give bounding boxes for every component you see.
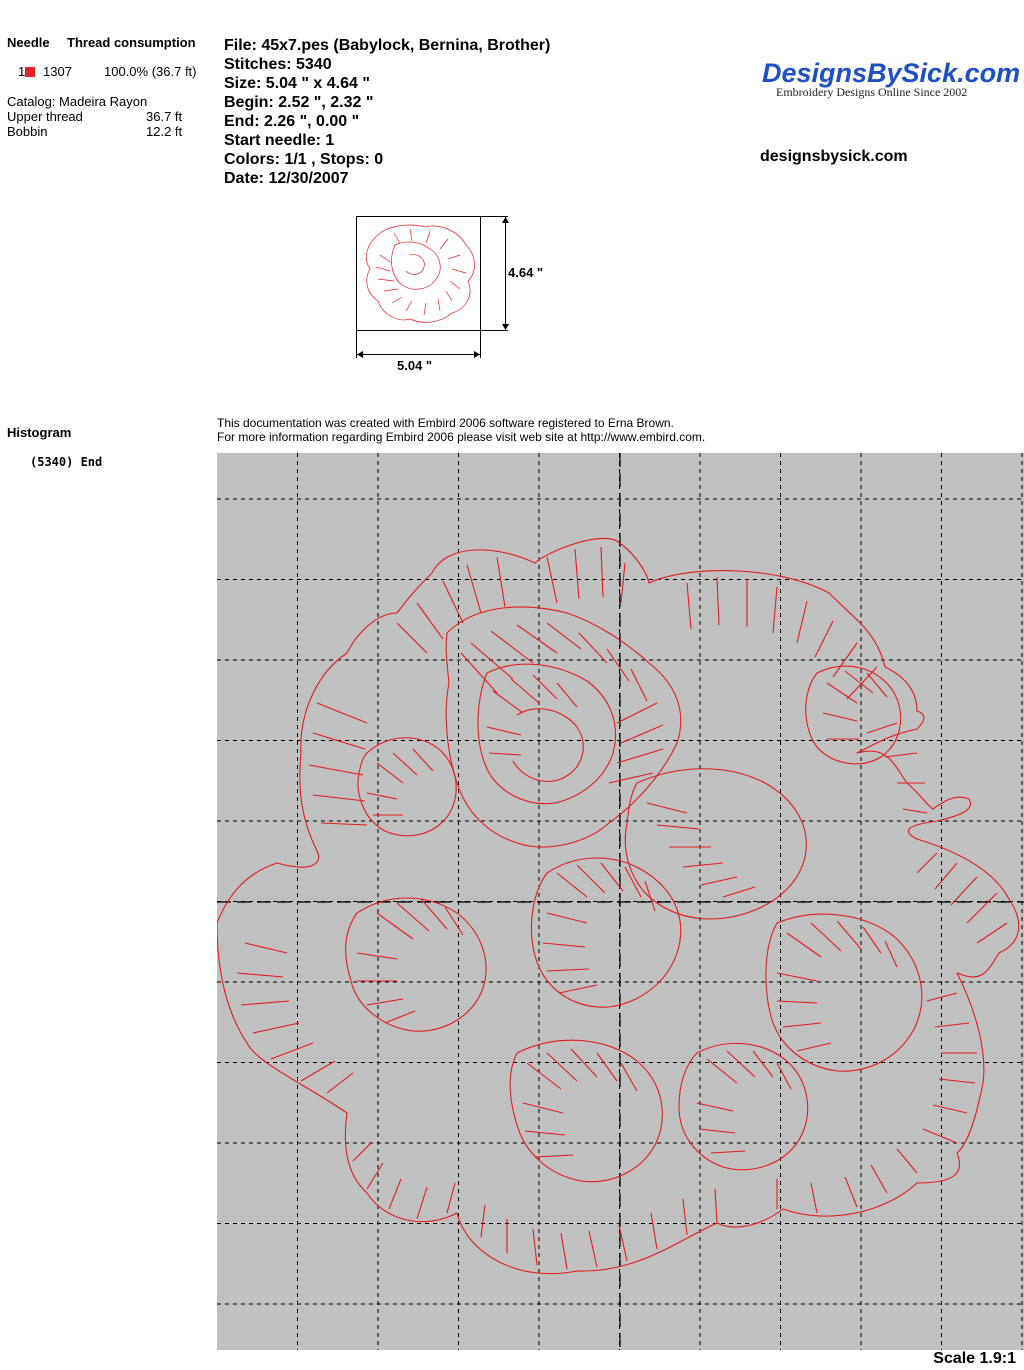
thread-code: 1307 — [43, 64, 72, 79]
histogram-title: Histogram — [7, 425, 72, 440]
thread-consumption-header: Thread consumption — [67, 35, 196, 50]
end-line: End: 2.26 ", 0.00 " — [224, 113, 360, 130]
stitches-line: Stitches: 5340 — [224, 56, 332, 73]
note-line-2: For more information regarding Embird 2006 please visit web site at http://www.embird.com. — [217, 430, 706, 444]
logo-name: DesignsBySick.com — [762, 58, 1021, 88]
needle-header: Needle — [7, 35, 50, 50]
needle-number: 1 — [18, 64, 26, 79]
logo-tagline: Embroidery Designs Online Since 2002 — [776, 85, 968, 99]
date-line: Date: 12/30/2007 — [224, 170, 349, 187]
bobbin-label: Bobbin — [7, 124, 48, 139]
file-line: File: 45x7.pes (Babylock, Bernina, Brother) — [224, 37, 551, 54]
documentation-note — [217, 416, 705, 444]
website-label: designsbysick.com — [760, 148, 908, 165]
design-preview-svg — [217, 453, 1024, 1350]
colors-line: Colors: 1/1 , Stops: 0 — [224, 151, 384, 168]
logo — [762, 58, 1020, 100]
design-thumbnail — [340, 205, 570, 385]
design-preview — [217, 453, 1024, 1350]
thread-consumption-value: 100.0% (36.7 ft) — [104, 64, 197, 79]
file-info — [224, 36, 550, 188]
needle-row — [18, 64, 35, 79]
size-line: Size: 5.04 " x 4.64 " — [224, 75, 370, 92]
scale-label: Scale 1.9:1 — [933, 1350, 1016, 1367]
histogram-entry: (5340) End — [30, 455, 103, 469]
upper-thread-label: Upper thread — [7, 109, 83, 124]
bobbin-value: 12.2 ft — [146, 124, 183, 139]
upper-thread-value: 36.7 ft — [146, 109, 183, 124]
width-dimension-label: 5.04 " — [397, 358, 433, 373]
catalog-label: Catalog: Madeira Rayon — [7, 94, 148, 109]
note-line-1: This documentation was created with Embird 2006 software registered to Erna Brown. — [217, 416, 674, 430]
rose-design-icon — [217, 538, 1019, 1273]
begin-line: Begin: 2.52 ", 2.32 " — [224, 94, 374, 111]
thread-color-swatch — [25, 67, 35, 77]
start-needle-line: Start needle: 1 — [224, 132, 335, 149]
height-dimension-label: 4.64 " — [508, 265, 544, 280]
